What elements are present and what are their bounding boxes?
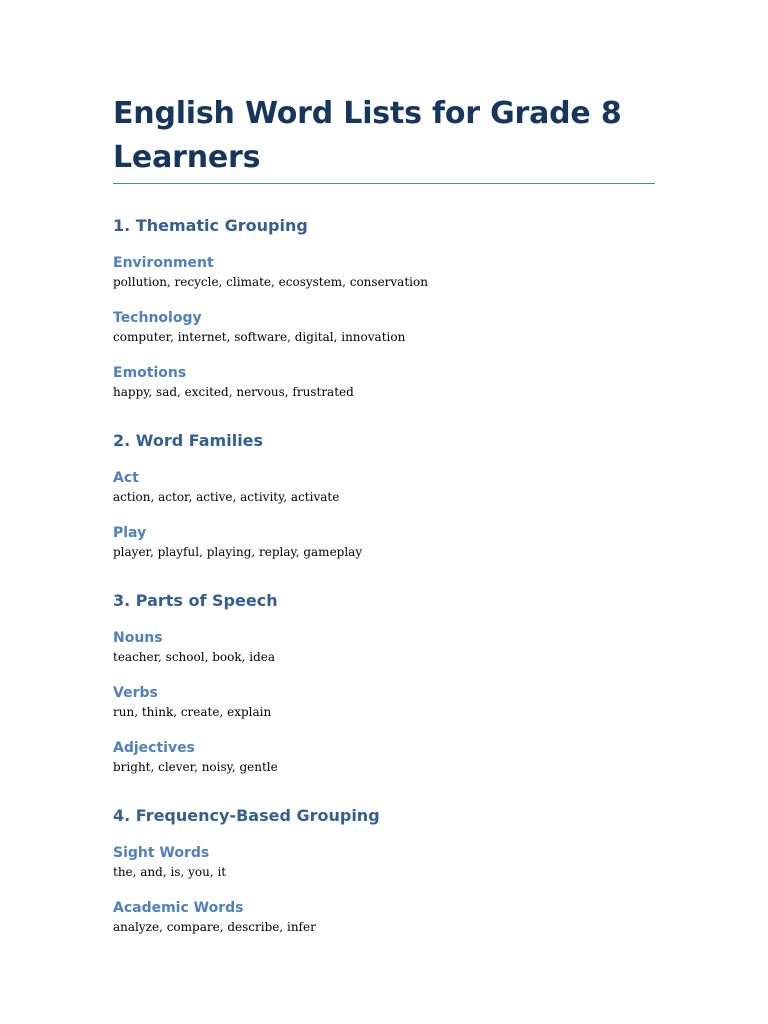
group-play (113, 523, 655, 560)
group-heading: Environment (113, 255, 214, 271)
word-list: bright, clever, noisy, gentle (113, 760, 278, 774)
group-heading: Nouns (113, 630, 163, 646)
group-emotions (113, 363, 655, 400)
word-list: computer, internet, software, digital, innovation (113, 330, 406, 344)
word-list: run, think, create, explain (113, 705, 272, 719)
group-adjectives (113, 738, 655, 775)
group-heading: Adjectives (113, 740, 195, 756)
word-list: the, and, is, you, it (113, 865, 227, 879)
word-list: action, actor, active, activity, activate (113, 490, 340, 504)
group-heading: Play (113, 525, 147, 541)
group-academic-words (113, 898, 655, 935)
document-title: English Word Lists for Grade 8 Learners (113, 92, 655, 184)
section-parts-of-speech (113, 590, 655, 775)
group-heading: Sight Words (113, 845, 210, 861)
word-list: analyze, compare, describe, infer (113, 920, 316, 934)
section-thematic-grouping (113, 215, 655, 400)
section-heading: 4. Frequency-Based Grouping (113, 806, 380, 825)
word-list: player, playful, playing, replay, gameplay (113, 545, 363, 559)
group-heading: Academic Words (113, 900, 244, 916)
group-heading: Technology (113, 310, 202, 326)
section-heading: 3. Parts of Speech (113, 591, 278, 610)
group-technology (113, 308, 655, 345)
word-list: pollution, recycle, climate, ecosystem, conservation (113, 275, 428, 289)
word-list: happy, sad, excited, nervous, frustrated (113, 385, 354, 399)
group-environment (113, 253, 655, 290)
word-list: teacher, school, book, idea (113, 650, 276, 664)
group-act (113, 468, 655, 505)
group-sight-words (113, 843, 655, 880)
group-heading: Emotions (113, 365, 187, 381)
section-heading: 2. Word Families (113, 431, 264, 450)
group-nouns (113, 628, 655, 665)
section-heading: 1. Thematic Grouping (113, 216, 308, 235)
section-frequency-based-grouping (113, 805, 655, 935)
document-page (113, 92, 655, 935)
group-verbs (113, 683, 655, 720)
group-heading: Act (113, 470, 139, 486)
group-heading: Verbs (113, 685, 158, 701)
section-word-families (113, 430, 655, 560)
